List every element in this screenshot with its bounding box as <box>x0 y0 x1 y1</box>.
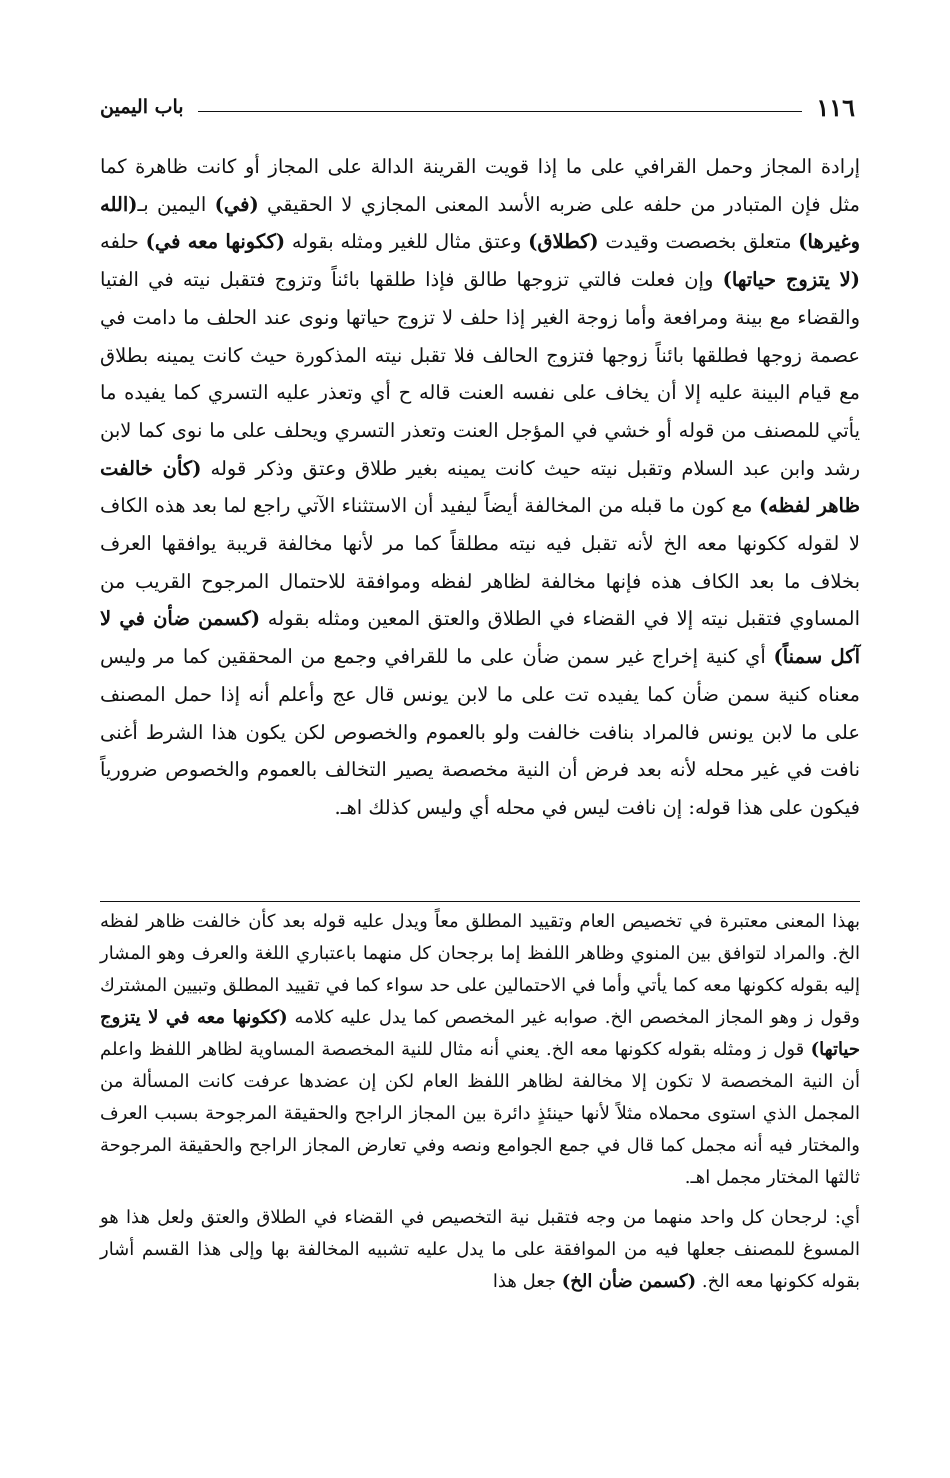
text-segment: اليمين بـ <box>137 192 215 216</box>
bold-term: (كسمن ضأن الخ) <box>561 1271 697 1292</box>
bold-term: (كسمن ضأن في لا آكل سمناً) <box>100 607 860 669</box>
footnote-divider <box>100 901 860 902</box>
main-text <box>100 148 860 827</box>
text-segment: وعتق مثال للغير ومثله بقوله <box>285 230 529 254</box>
main-paragraph <box>100 148 860 827</box>
header-rule <box>198 111 803 112</box>
text-segment: إرادة المجاز وحمل القرافي على ما إذا قويت القرينة الدالة على المجاز أو كانت ظاهرة كما مثل فإن المتبادر من حلفه على ضربه الأسد المعنى المجازي لا الحقيقي <box>100 155 860 216</box>
chapter-title: باب اليمين <box>100 96 184 118</box>
footnote-paragraph-2 <box>100 1202 860 1298</box>
page-number: ١١٦ <box>816 92 855 122</box>
text-segment: بهذا المعنى معتبرة في تخصيص العام وتقييد المطلق معاً ويدل عليه قوله بعد كأن خالفت ظاهر لفظه الخ. والمراد لتوافق بين المنوي وظاهر اللفظ إما برجحان كل منهما باعتباري اللغة والعرف وهو المشار إليه بقوله ككونها معه كما يأتي وأما في الاحتمالين على حد سواء كما في تقييد المطلق وتبيين المشترك وقول ز وهو المجاز المخصص الخ. صوابه غير المخصص كما يدل عليه كلامه <box>100 911 860 1028</box>
bold-term: (كأن خالفت ظاهر لفظه) <box>100 456 860 518</box>
text-segment: مع كون ما قبله من المخالفة أيضاً ليفيد أن الاستثناء الآتي راجع لما بعد هذه الكاف لا لقوله ككونها معه الخ لأنه تقبل فيه نيته مطلقاً كما مر لأنها مخالفة قريبة يوافقها العرف بخلاف ما بعد الكاف هذه فإنها مخالفة لظاهر لفظه وموافقة للاحتمال المرجوح القريب من المساوي فتقبل نيته إلا في القضاء في الطلاق والعتق المعين ومثله بقوله <box>100 494 861 631</box>
bold-term: (لا يتزوج حياتها) <box>722 268 861 292</box>
bold-term: (ككونها معه في) <box>145 230 286 254</box>
bold-term: (كطلاق) <box>528 230 599 254</box>
text-segment: أي: لرجحان كل واحد منهما من وجه فتقبل نية التخصيص في القضاء في الطلاق والعتق ولعل هذا هو المسوغ للمصنف جعلها فيه من الموافقة على ما يدل عليه تشبيه المخالفة بها وإلى هذا القسم أشار بقوله ككونها معه الخ. <box>100 1207 860 1292</box>
text-segment: متعلق بخصصت وقيدت <box>598 230 799 254</box>
bold-term: (الله وغيرها) <box>100 192 861 254</box>
bold-term: (في) <box>214 192 259 216</box>
text-segment: حلفه <box>100 230 146 254</box>
text-segment: وإن فعلت فالتي تزوجها طالق فإذا طلقها بائناً وتزوج فتقبل نيته في الفتيا والقضاء مع بينة ومرافعة وأما زوجة الغير إذا حلف لا تزوج حياتها ونوى عند الحلف ما دامت في عصمة زوجها فطلقها بائناً زوجها فتزوج الحالف فلا تقبل نيته المذكورة حيث كانت يمينه بطلاق مع قيام البينة عليه إلا أن يخاف على نفسه العنت قاله ح أي وتعذر عليه التسري كما يفيده ما يأتي للمصنف من قوله أو خشي في المؤجل العنت وتعذر التسري ويحلف على ما نوى كما لابن رشد وابن عبد السلام وتقبل نيته حيث كانت يمينه بغير طلاق وعتق وذكر قوله <box>100 268 860 480</box>
text-segment: قول ز ومثله بقوله ككونها معه الخ. يعني أنه مثال للنية المخصصة المساوية لظاهر اللفظ واعلم أن النية المخصصة لا تكون إلا مخالفة لظاهر اللفظ العام لكن إن عضدها عرفت كانت المسألة من المجمل الذي استوى محملاه مثلاً لأنها حينئذٍ دائرة بين المجاز الراجح والحقيقة المرجوحة بسبب العرف والمختار فيه أنه مجمل كما قال في جمع الجوامع ونصه وفي تعارض المجاز الراجح والحقيقة المرجوحة ثالثها المختار مجمل اهـ. <box>100 1039 860 1188</box>
footnote-paragraph-1 <box>100 906 860 1194</box>
bold-term: (ككونها معه في لا يتزوج حياتها) <box>100 1007 860 1060</box>
running-header <box>100 92 855 122</box>
text-segment: أي كنية إخراج غير سمن ضأن على ما للقرافي وجمع من المحققين كما مر وليس معناه كنية سمن ضأن كما يفيده تت على ما لابن يونس قال عج وأعلم أنه إذا حمل المصنف على ما لابن يونس فالمراد بنافت خالفت ولو بالعموم والخصوص لكن يكون هذا الشرط أغنى نافت في غير محله لأنه بعد فرض أن النية مخصصة يصير التخالف بالعموم والخصوص ضرورياً فيكون على هذا قوله: إن نافت ليس في محله أي وليس كذلك اهـ. <box>100 645 860 819</box>
text-segment: جعل هذا <box>492 1271 562 1292</box>
footnote <box>100 906 860 1298</box>
